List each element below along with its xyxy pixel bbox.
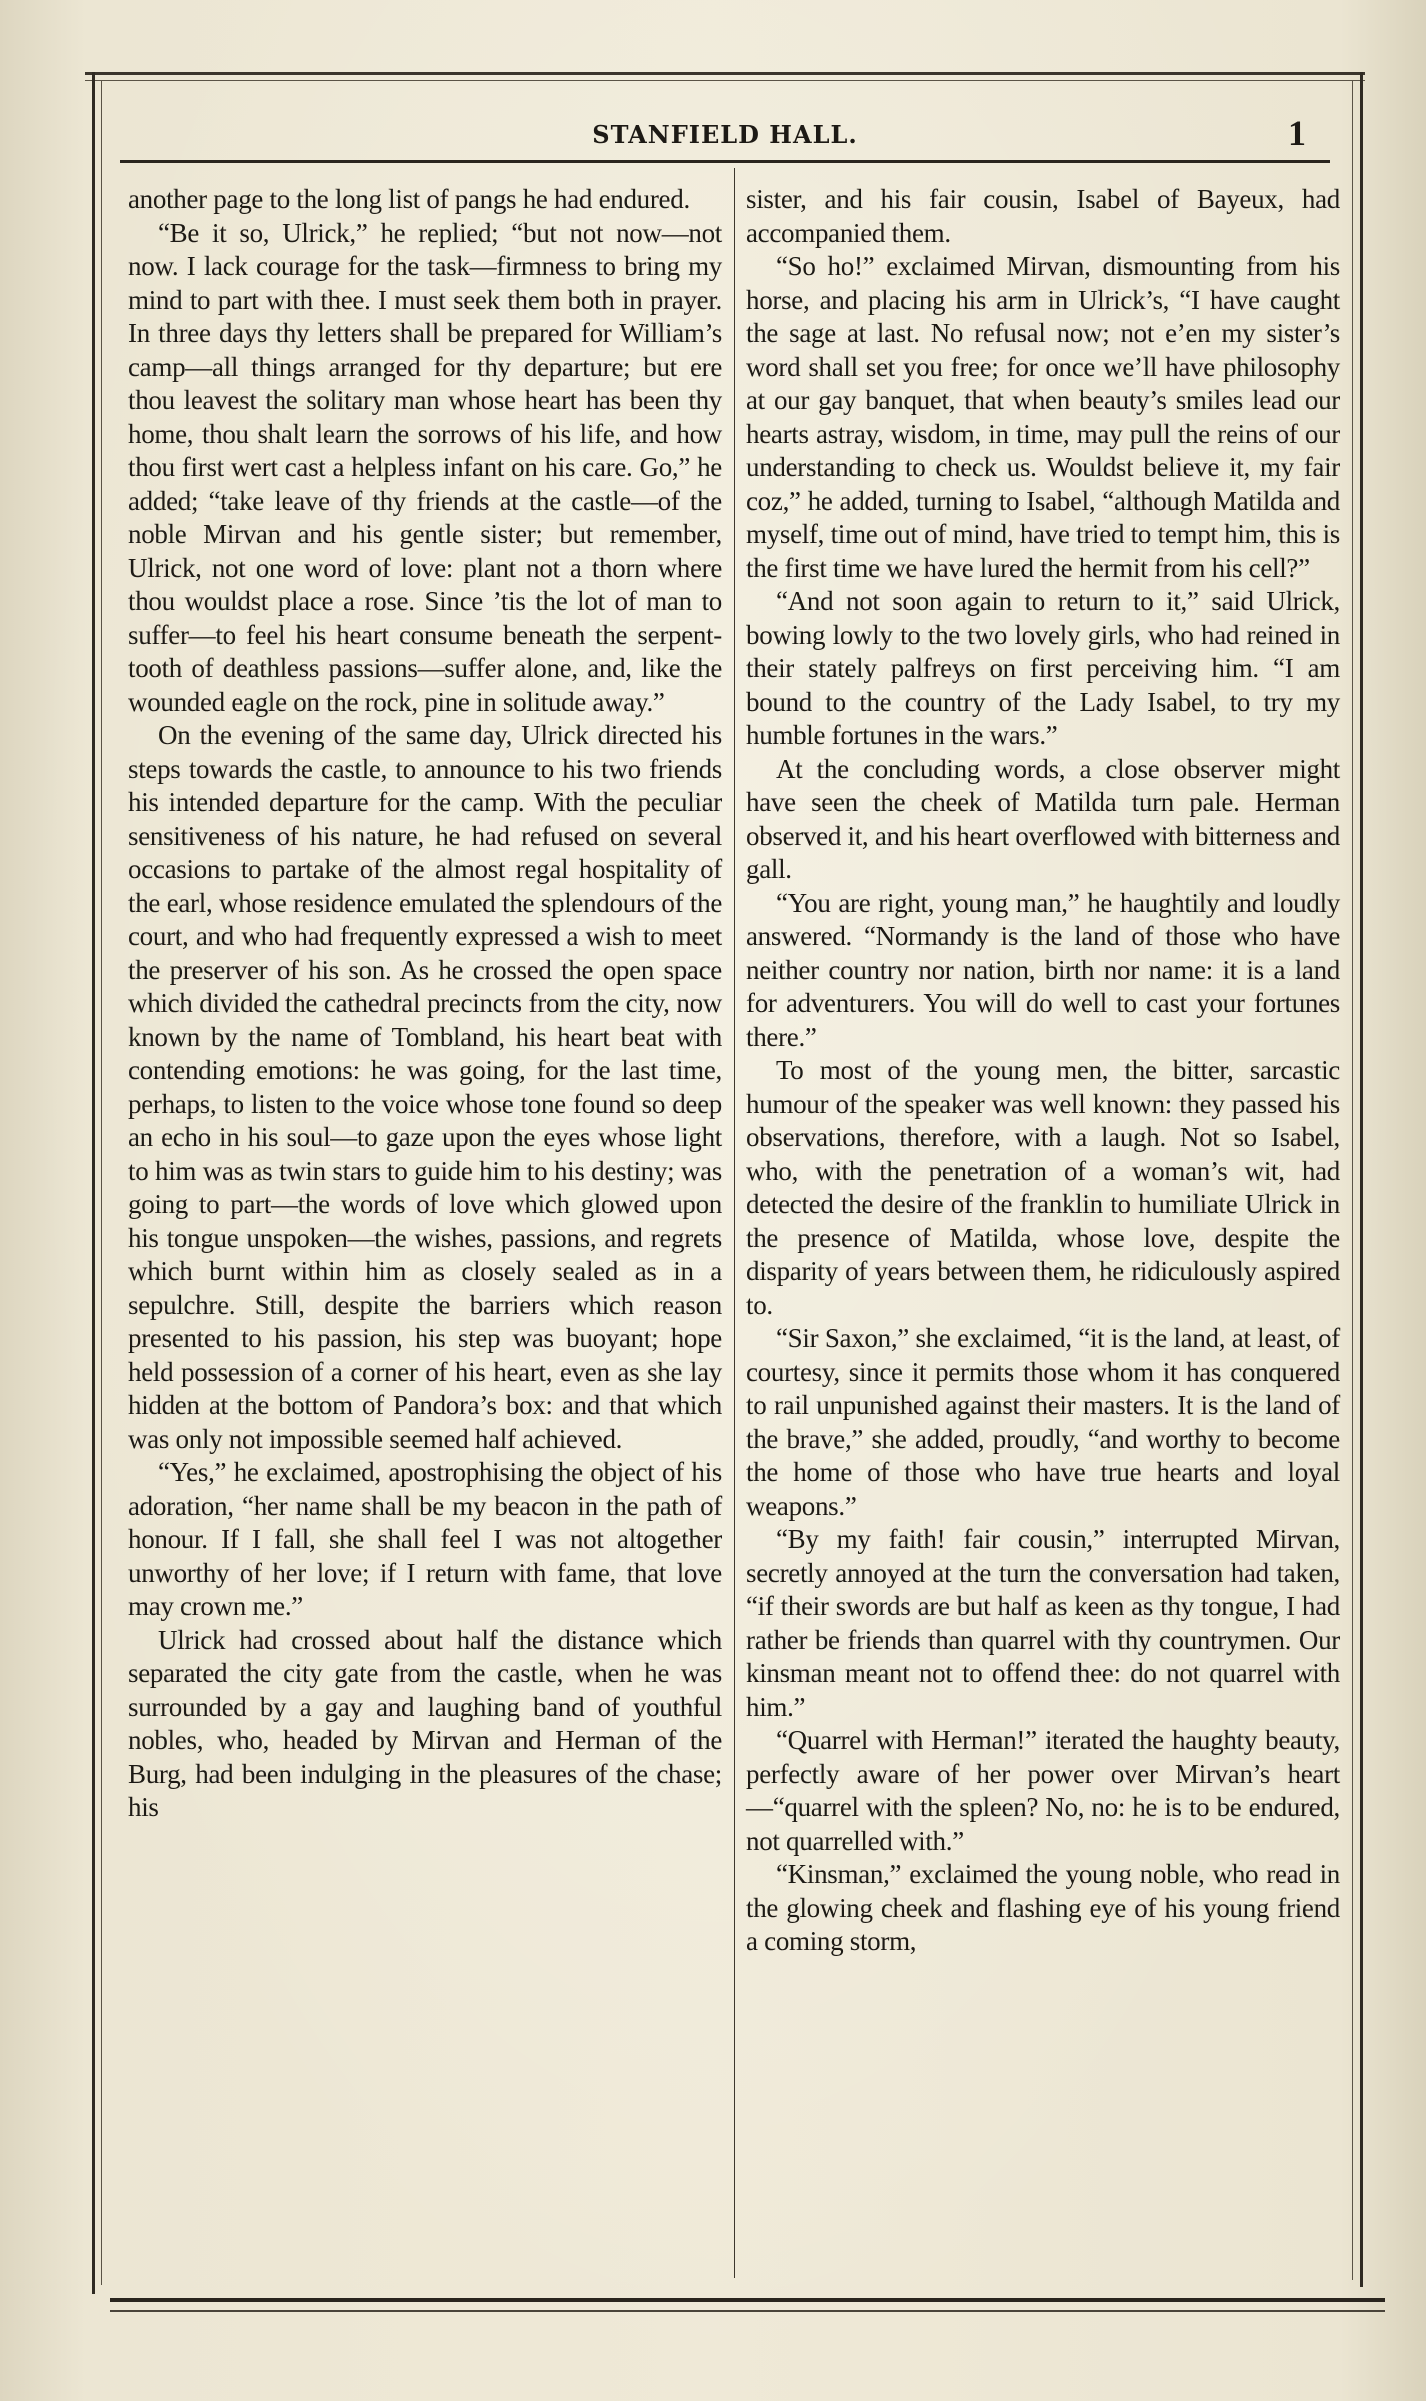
paragraph: “And not soon again to return to it,” said Ulrick, bowing lowly to the two lovely girls, who had reined in their stately palfreys on first perceiving him. “I am bound to the country of the Lady Isabel, to try my humble fortunes in the wars.” bbox=[746, 586, 1340, 750]
paragraph: “Kinsman,” exclaimed the young noble, who read in the glowing cheek and flashing eye of his young friend a coming storm, bbox=[746, 1859, 1340, 1956]
bottom-border bbox=[110, 2298, 1385, 2302]
paragraph: “Sir Saxon,” she exclaimed, “it is the land, at least, of courtesy, since it permits those whom it has conquered to rail unpunished against their masters. It is the land of the brave,” she added, proudly, “and worthy to become the home of those who have true hearts and loyal weapons.” bbox=[746, 1323, 1340, 1521]
paragraph: “Be it so, Ulrick,” he replied; “but not now—not now. I lack courage for the task—firmness to bring my mind to part with thee. I must seek them both in prayer. In three days thy letters shall be prepared for William’s camp—all things arranged for thy departure; but ere thou leavest the solitary man whose heart has been thy home, thou shalt learn the sorrows of his life, and how thou first wert cast a helpless infant on his care. Go,” he added; “take leave of thy friends at the castle—of the noble Mirvan and his gentle sister; but remember, Ulrick, not one word of love: plant not a thorn where thou wouldst place a rose. Since ’tis the lot of man to suffer—to feel his heart consume beneath the serpent-tooth of deathless passions—suffer alone, and, like the wounded eagle on the rock, pine in solitude away.” bbox=[128, 217, 722, 717]
column-divider bbox=[734, 168, 735, 2278]
paragraph: On the evening of the same day, Ulrick directed his steps towards the castle, to announce to his two friends his intended departure for the camp. With the peculiar sensitiveness of his nature, he had refused on several occasions to partake of the almost regal hospitality of the earl, whose residence emulated the splendours of the court, and who had frequently expressed a wish to meet the preserver of his son. As he crossed the open space which divided the cathedral precincts from the city, now known by the name of Tombland, his heart beat with contending emotions: he was going, for the last time, perhaps, to listen to the voice whose tone found so deep an echo in his soul—to gaze upon the eyes whose light to him was as twin stars to guide him to his destiny; was going to part—the words of love which glowed upon his tongue unspoken—the wishes, passions, and regrets which burnt within him as closely sealed as in a sepulchre. Still, despite the barriers which reason presented to his passion, his step was buoyant; hope held possession of a corner of his heart, even as she lay hidden at the bottom of Pandora’s box: and that which was only not impossible seemed half achieved. bbox=[128, 720, 722, 1454]
page-number: 1 bbox=[1288, 113, 1306, 153]
paragraph: To most of the young men, the bitter, sarcastic humour of the speaker was well known: they passed his observations, therefore, with a laugh. Not so Isabel, who, with the penetration of a woman’s wit, had detected the desire of the franklin to humiliate Ulrick in the presence of Matilda, whose love, despite the disparity of years between them, he ridiculously aspired to. bbox=[746, 1055, 1340, 1320]
top-border-inner bbox=[85, 80, 1365, 81]
paragraph: “So ho!” exclaimed Mirvan, dismounting from his horse, and placing his arm in Ulrick’s, “I have caught the sage at last. No refusal now; not e’en my sister’s word shall set you free; for once we’ll have philosophy at our gay banquet, that when beauty’s smiles lead our hearts astray, wisdom, in time, may pull the reins of our understanding to check us. Wouldst believe it, my fair coz,” he added, turning to Isabel, “although Matilda and myself, time out of mind, have tried to tempt him, this is the first time we have lured the hermit from his cell?” bbox=[746, 251, 1340, 583]
paragraph: sister, and his fair cousin, Isabel of Bayeux, had accompanied them. bbox=[746, 184, 1340, 248]
running-title: STANFIELD HALL. bbox=[592, 120, 858, 149]
paragraph: At the concluding words, a close observer might have seen the cheek of Matilda turn pale. Herman observed it, and his heart overflowed with bitterness and gall. bbox=[746, 753, 1340, 884]
header-rule bbox=[120, 160, 1330, 163]
paragraph: “Yes,” he exclaimed, apostrophising the object of his adoration, “her name shall be my beacon in the path of honour. If I fall, she shall feel I was not altogether unworthy of her love; if I return with fame, that love may crown me.” bbox=[128, 1457, 722, 1621]
paragraph: “You are right, young man,” he haughtily and loudly answered. “Normandy is the land of those who have neither country nor nation, birth nor name: it is a land for adventurers. You will do well to cast your fortunes there.” bbox=[746, 887, 1340, 1052]
paragraph: “Quarrel with Herman!” iterated the haughty beauty, perfectly aware of her power over Mirvan’s heart—“quarrel with the spleen? No, no: he is to be endured, not quarrelled with.” bbox=[746, 1725, 1340, 1856]
bottom-border-inner bbox=[110, 2310, 1385, 2312]
right-border bbox=[1360, 72, 1363, 2287]
paragraph: Ulrick had crossed about half the distance which separated the city gate from the castle, when he was surrounded by a gay and laughing band of youthful nobles, who, headed by Mirvan and Herman of the Burg, had been indulging in the pleasures of the chase; his bbox=[128, 1624, 722, 1822]
paragraph: another page to the long list of pangs he had endured. bbox=[128, 184, 690, 214]
top-border bbox=[85, 72, 1365, 75]
left-column bbox=[128, 183, 722, 1825]
page-header bbox=[120, 112, 1330, 156]
right-border-inner bbox=[1352, 80, 1353, 2280]
paragraph: “By my faith! fair cousin,” interrupted Mirvan, secretly annoyed at the turn the conversation had taken, “if their swords are but half as keen as thy tongue, I had rather be friends than quarrel with thy countrymen. Our kinsman meant not to offend thee: do not quarrel with him.” bbox=[746, 1524, 1340, 1722]
left-border-inner bbox=[101, 80, 102, 2285]
right-column bbox=[746, 183, 1340, 1959]
left-border bbox=[92, 72, 95, 2294]
